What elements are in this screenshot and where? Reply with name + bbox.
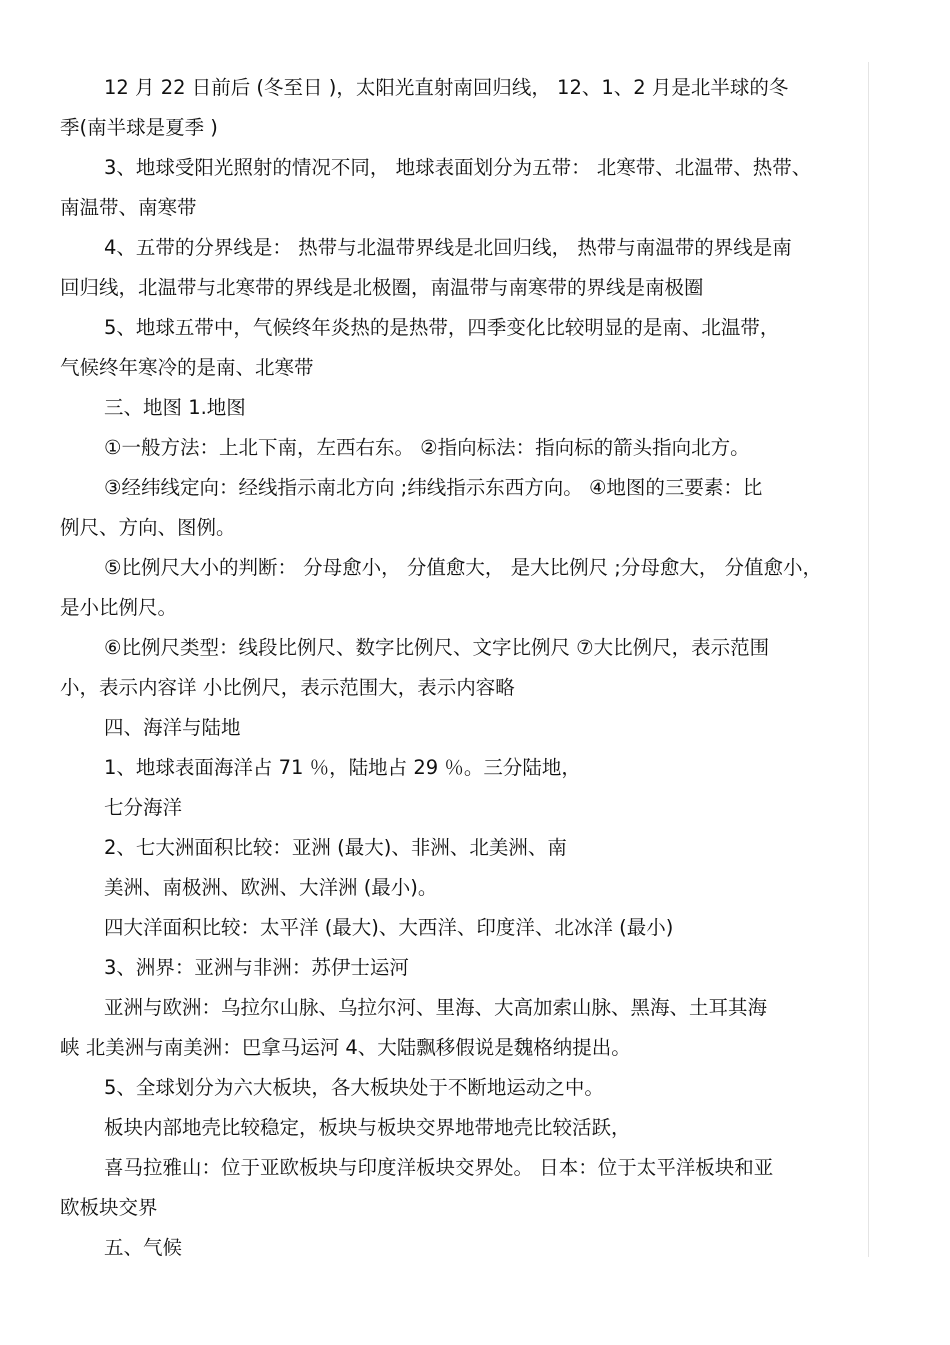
text-line: ③经纬线定向：经线指示南北方向 ;纬线指示东西方向。 ④地图的三要素：比 <box>104 476 763 499</box>
text-line: 气候终年寒冷的是南、北寒带 <box>60 356 314 379</box>
text-line: 南温带、南寒带 <box>60 196 197 219</box>
text-line: 喜马拉雅山：位于亚欧板块与印度洋板块交界处。 日本：位于太平洋板块和亚 <box>104 1156 774 1179</box>
text-line: 5、地球五带中，气候终年炎热的是热带，四季变化比较明显的是南、北温带， <box>104 316 780 339</box>
text-line: 七分海洋 <box>104 796 183 819</box>
text-line: 回归线，北温带与北寒带的界线是北极圈，南温带与南寒带的界线是南极圈 <box>60 276 704 299</box>
text-line: 欧板块交界 <box>60 1196 158 1219</box>
text-line: 5、全球划分为六大板块，各大板块处于不断地运动之中。 <box>104 1076 604 1099</box>
text-line: 3、洲界：亚洲与非洲：苏伊士运河 <box>104 956 409 979</box>
text-line: 3、地球受阳光照射的情况不同， 地球表面划分为五带： 北寒带、北温带、热带、 <box>104 156 812 179</box>
text-line: 2、七大洲面积比较：亚洲 (最大)、非洲、北美洲、南 <box>104 836 567 859</box>
text-line: 小，表示内容详 小比例尺，表示范围大，表示内容略 <box>60 676 515 699</box>
text-line: 峡 北美洲与南美洲：巴拿马运河 4、大陆飘移假说是魏格纳提出。 <box>60 1036 631 1059</box>
text-line: 季(南半球是夏季 ) <box>60 116 218 139</box>
text-line: 是小比例尺。 <box>60 596 178 619</box>
text-line: 板块内部地壳比较稳定，板块与板块交界地带地壳比较活跃， <box>104 1116 631 1139</box>
text-line: 美洲、南极洲、欧洲、大洋洲 (最小)。 <box>104 876 438 899</box>
text-line: 亚洲与欧洲：乌拉尔山脉、乌拉尔河、里海、大高加索山脉、黑海、土耳其海 <box>104 996 768 1019</box>
text-line: 1、地球表面海洋占 71 ％，陆地占 29 ％。三分陆地， <box>104 756 581 779</box>
text-line: 12 月 22 日前后 (冬至日 )，太阳光直射南回归线， 12、1、2 月是北半球的冬 <box>104 76 789 99</box>
page-edge-divider <box>868 62 869 1257</box>
text-line: ①一般方法：上北下南，左西右东。 ②指向标法：指向标的箭头指向北方。 <box>104 436 750 459</box>
text-line: ⑥比例尺类型：线段比例尺、数字比例尺、文字比例尺 ⑦大比例尺，表示范围 <box>104 636 770 659</box>
section-heading: 四、海洋与陆地 <box>104 716 241 739</box>
text-line: ⑤比例尺大小的判断： 分母愈小， 分值愈大， 是大比例尺 ;分母愈大， 分值愈小， <box>104 556 823 579</box>
text-line: 例尺、方向、图例。 <box>60 516 236 539</box>
text-line: 4、五带的分界线是： 热带与北温带界线是北回归线， 热带与南温带的界线是南 <box>104 236 792 259</box>
section-heading: 五、气候 <box>104 1236 183 1259</box>
text-line: 四大洋面积比较：太平洋 (最大)、大西洋、印度洋、北冰洋 (最小) <box>104 916 674 939</box>
section-heading: 三、地图 1.地图 <box>104 396 246 419</box>
